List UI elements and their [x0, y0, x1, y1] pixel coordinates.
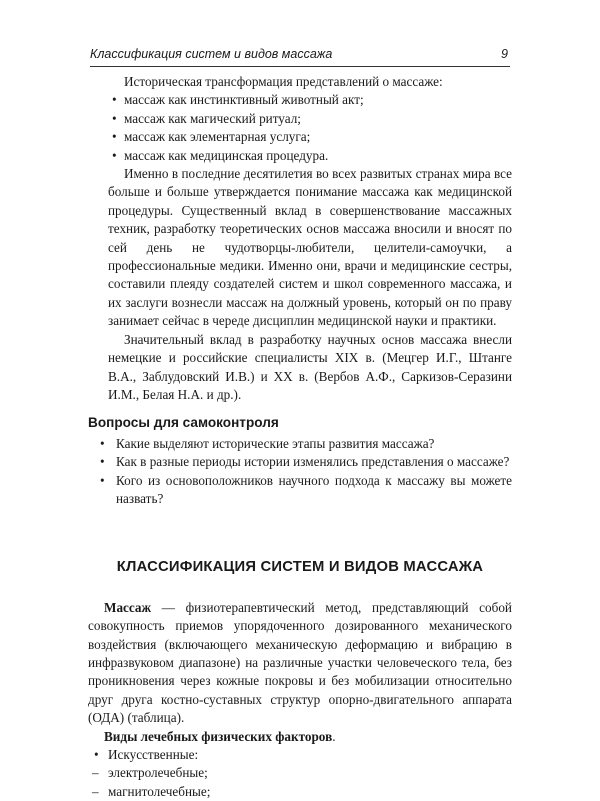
paragraph: Значительный вклад в разработку научных основ массажа внесли немецкие и российские специалисты XIX в. (Мецгер И.Г., Штанге В.А., Заблудовский И.В.) и XX в. (Вербов А.Ф., Саркизов-Серазини И.М., Белая Н.А. и др.).	[108, 331, 512, 402]
factors-heading: Виды лечебных физических факторов	[104, 728, 333, 744]
list-item: • Какие выделяют исторические этапы развития массажа?	[88, 435, 512, 453]
list-item: • массаж как элементарная услуга;	[108, 128, 512, 146]
page-number: 9	[501, 47, 508, 61]
list-item: • массаж как инстинктивный животный акт;	[108, 91, 512, 109]
running-header	[90, 44, 510, 67]
list-item: • массаж как магический ритуал;	[108, 110, 512, 128]
factors-heading-tail: .	[332, 728, 336, 744]
running-header-title: Классификация систем и видов массажа	[90, 47, 333, 61]
definition-paragraph	[88, 599, 512, 728]
factors-heading-line	[88, 728, 512, 746]
list-item: • Как в разные периоды истории изменялись представления о массаже?	[88, 453, 512, 471]
page-body	[88, 73, 512, 801]
questions-list	[88, 435, 512, 509]
definition-term: Массаж	[104, 599, 152, 615]
list-item: – магнитолечебные;	[88, 783, 512, 801]
factors-sublist	[88, 764, 512, 801]
list-item: – электролечебные;	[88, 764, 512, 782]
intro-bullet-list	[108, 91, 512, 165]
list-item: • массаж как медицинская процедура.	[108, 147, 512, 165]
definition-text: — физиотерапевтический метод, представляющий собой совокупность приемов упорядоченного дозированного механического воздействия (включающего механическую деформацию и вибрацию в инфразвуковом диапазоне) на различные участки человеческого тела, без проникновения через кожные покровы и без мобилизации относительно друг друга костно-суставных структур опорно-двигательного аппарата (ОДА) (таблица).	[88, 599, 512, 726]
section-body	[88, 599, 512, 801]
questions-heading: Вопросы для самоконтроля	[88, 415, 279, 431]
list-item: • Искусственные:	[88, 746, 512, 764]
section-title: КЛАССИФИКАЦИЯ СИСТЕМ И ВИДОВ МАССАЖА	[116, 559, 484, 576]
intro-lead: Историческая трансформация представлений о массаже:	[124, 74, 443, 89]
paragraph: Именно в последние десятилетия во всех развитых странах мира все больше и больше утверждается понимание массажа как медицинской процедуры. Существенный вклад в совершенствование массажных техник, разработку теоретических основ массажа вносили и вносят по сей день не чудотворцы-любители, целители-самоучки, а профессиональные медики. Именно они, врачи и медицинские сестры, составили плеяду создателей систем и школ современного массажа, и их заслуги вознесли массаж на должный уровень, который он по праву занимает сейчас в череде дисциплин медицинской науки и практики.	[108, 166, 512, 329]
list-item: • Кого из основоположников научного подхода к массажу вы можете назвать?	[88, 472, 512, 509]
factors-list	[88, 746, 512, 764]
